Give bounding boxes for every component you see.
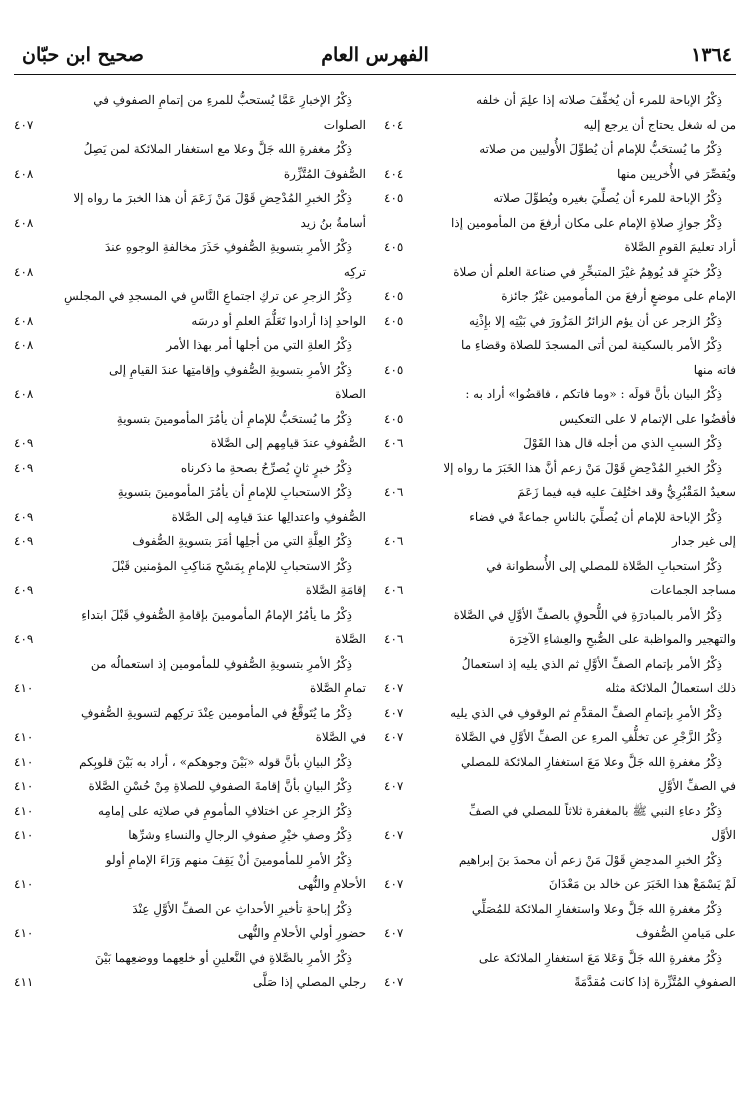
entry-line: ذِكْرُ الإخبارِ عَمَّا يُستحبُّ للمرءِ من إتمامِ الصفوفِ في xyxy=(93,93,352,107)
entry-line: الصُّفوفَ المُتَّزِّرة xyxy=(283,166,366,181)
entry-text xyxy=(62,358,366,407)
entry-text xyxy=(432,456,736,505)
index-entry xyxy=(384,946,736,995)
book-title: صحيح ابن حبّان xyxy=(22,44,144,66)
index-entry xyxy=(14,235,366,284)
entry-page-number: ٤١١ xyxy=(14,975,34,989)
index-entry xyxy=(384,848,736,897)
entry-page-number: ٤٠٧ xyxy=(384,681,404,695)
entry-line: الأحلامِ والنُّهى xyxy=(298,877,366,891)
index-entry xyxy=(384,652,736,701)
entry-page-number: ٤٠٥ xyxy=(384,191,404,205)
entry-text xyxy=(432,505,736,554)
entry-page-number: ٤٠٧ xyxy=(384,828,404,842)
entry-line: ذِكْرُ مغفرةِ الله جَلَّ وعلا مَعَ استغفارِ الملائكة للمصلي xyxy=(461,754,722,769)
entry-text xyxy=(62,897,366,946)
entry-page-number: ٤٠٩ xyxy=(14,436,34,450)
entry-page-number: ٤٠٨ xyxy=(14,215,34,230)
entry-page-number: ٤٠٥ xyxy=(384,240,404,254)
index-entry xyxy=(384,750,736,799)
entry-line: حضورِ أولي الأحلامِ والنُّهى xyxy=(237,926,366,940)
entry-text xyxy=(62,333,366,358)
entry-text xyxy=(432,309,736,334)
entry-line: ذِكْرُ البيانِ بأنَّ قوله «بَيْنَ وجوهكم» ، أراد به بَيْنَ قلوبِكم xyxy=(79,754,352,769)
entry-line: لَمْ يَسْمَعْ هذا الخَبَرَ عن خالد بن مَعْدَانَ xyxy=(548,877,736,891)
entry-line: ذِكْرُ السببِ الذي من أجله قال هذا القَوْلَ xyxy=(523,436,722,450)
entry-text xyxy=(432,333,736,382)
entry-line: الصفوفِ المُتَّزِّرة إذا كانت مُقدَّمَةً xyxy=(574,975,736,989)
entry-line: ذِكْرُ الإباحة للمرء أن يُخفِّفَ صلاته إذا علِمَ أن خلفه xyxy=(476,93,722,107)
index-entry xyxy=(14,456,366,481)
index-entry xyxy=(14,750,366,775)
entry-page-number: ٤٠٩ xyxy=(14,632,34,646)
index-entry xyxy=(14,358,366,407)
entry-line: الصَّلاة xyxy=(335,632,366,646)
index-entry xyxy=(384,701,736,726)
entry-page-number: ٤٠٨ xyxy=(14,338,34,352)
entry-page-number: ٤٠٦ xyxy=(384,534,404,548)
entry-page-number: ٤٠٤ xyxy=(384,166,404,181)
entry-line: الأوَّل xyxy=(711,828,736,842)
entry-line: ذِكْرُ ما يُتَوقَّعُ في المأمومين عِنْدَ تركِهم لتسويةِ الصُّفوفِ xyxy=(80,705,352,720)
entry-text xyxy=(62,823,366,848)
index-entry xyxy=(384,897,736,946)
index-entry xyxy=(384,431,736,456)
entry-line: الصُّفوفِ عندَ قيامِهم إلى الصَّلاة xyxy=(210,436,366,450)
index-entry xyxy=(14,799,366,824)
entry-text xyxy=(432,701,736,726)
entry-text xyxy=(62,652,366,701)
entry-text xyxy=(432,725,736,750)
entry-page-number: ٤١٠ xyxy=(14,877,34,891)
entry-text xyxy=(62,848,366,897)
entry-text xyxy=(62,137,366,186)
page-title: الفهرس العام xyxy=(321,44,429,66)
entry-page-number: ٤٠٩ xyxy=(14,509,34,524)
entry-line: ذِكْرُ الأمرِ بالصَّلاةِ في النَّعلينِ أو خلعِهما ووضعِهما بَيْنَ xyxy=(94,950,352,965)
entry-line: ذِكْرُ الأمرِ بتسويةِ الصُّفوفِ حَذَرَ مخالفةِ الوجوهِ عندَ xyxy=(104,240,352,254)
entry-line: ذِكْرُ ما يُستحَبُّ للإمامِ أن يأمُرَ المأمومينَ بتسويةِ xyxy=(116,411,352,426)
entry-line: ذِكْرُ ما يأمُرُ الإمامُ المأمومينَ بإقامةِ الصُّفوفِ قَبْلَ ابتداءِ xyxy=(81,607,352,622)
index-entry xyxy=(384,603,736,652)
index-entry xyxy=(384,505,736,554)
entry-page-number: ٤١٠ xyxy=(14,754,34,769)
entry-page-number: ٤٠٧ xyxy=(384,975,404,989)
entry-page-number: ٤٠٤ xyxy=(384,117,404,132)
index-columns xyxy=(14,88,736,1102)
entry-text xyxy=(62,946,366,995)
entry-page-number: ٤٠٧ xyxy=(384,779,404,793)
entry-text xyxy=(62,284,366,333)
index-entry xyxy=(14,333,366,358)
entry-line: في الصفِّ الأوَّلِ xyxy=(658,779,736,793)
entry-text xyxy=(62,407,366,456)
index-entry xyxy=(384,137,736,186)
index-entry xyxy=(14,823,366,848)
entry-page-number: ٤١٠ xyxy=(14,779,34,793)
entry-page-number: ٤٠٦ xyxy=(384,436,404,450)
left-column xyxy=(14,88,366,995)
entry-page-number: ٤٠٨ xyxy=(14,264,34,279)
index-entry xyxy=(14,529,366,554)
entry-page-number: ٤٠٨ xyxy=(14,166,34,181)
entry-text xyxy=(432,897,736,946)
entry-line: ذِكْرُ الإباحة للمرء أن يُصلِّيَ بغيره ويُطوِّلَ صلاته xyxy=(493,191,722,205)
index-entry xyxy=(384,260,736,309)
index-entry xyxy=(14,186,366,235)
entry-page-number: ٤١٠ xyxy=(14,730,34,744)
entry-line: ذِكْرُ الخبرِ المُدْحِضِ قَوْلَ مَنْ زَعَمَ أن هذا الخبرَ ما رواه إلا xyxy=(73,191,352,205)
entry-line: ذِكْرُ الزَّجْرِ عن تخلُّفِ المرءِ عن الصفِّ الأوَّلِ في الصَّلاة xyxy=(454,730,722,744)
index-entry xyxy=(14,554,366,603)
entry-line: الإمام على موضعٍ أرفعَ من المأمومين غيْرُ جائزة xyxy=(501,289,736,303)
entry-line: ذِكْرُ الزجر عن أن يؤم الزائرُ المَزُورَ في بَيْتِه إلا بإِذْنِه xyxy=(469,313,722,328)
entry-line: في الصَّلاة xyxy=(315,730,366,744)
entry-line: ذِكْرُ الزجرِ عن اختلافِ المأمومِ في صلاتِه على إمامِه xyxy=(97,803,352,818)
entry-text xyxy=(62,774,366,799)
entry-line: الصُّفوفِ واعتدالِها عندَ قيامِه إلى الصَّلاة xyxy=(171,509,366,524)
entry-page-number: ٤٠٧ xyxy=(384,730,404,744)
entry-page-number: ٤٠٦ xyxy=(384,632,404,646)
entry-line: ذلك استعمالُ الملائكة مثله xyxy=(605,681,736,695)
page-number: ١٣٦٤ xyxy=(691,44,732,66)
entry-line: الواحدِ إذا أرادوا تَعَلُّمَ العلمِ أو درسَه xyxy=(191,313,366,328)
entry-page-number: ٤٠٩ xyxy=(14,534,34,548)
entry-line: ذِكْرُ الإباحة للإمام أن يُصلِّيَ بالناسِ جماعةً في فضاء xyxy=(469,509,722,524)
index-entry xyxy=(14,480,366,529)
entry-text xyxy=(432,554,736,603)
entry-line: ذِكْرُ الاستحبابِ للإمامِ بِمَسْحِ مَناكِبِ المؤمنين قَبْلَ xyxy=(111,558,352,573)
entry-line: ذِكْرُ الزجرِ عن تركِ اجتماعِ النَّاسِ في المسجدِ في المجلسِ xyxy=(64,289,352,303)
index-entry xyxy=(14,137,366,186)
entry-text xyxy=(432,848,736,897)
entry-text xyxy=(62,235,366,284)
entry-line: من له شغل يحتاج أن يرجع إليه xyxy=(583,117,736,132)
entry-line: ذِكْرُ العِلَّةِ التي من أجلِها أمَرَ بتسويةِ الصُّفوف xyxy=(132,534,352,548)
entry-text xyxy=(432,186,736,211)
entry-page-number: ٤٠٥ xyxy=(384,362,404,377)
entry-line: فأقضُوا على الإتمام لا على التعكيس xyxy=(559,411,736,426)
entry-line: ويُقصِّرَ في الأُخريين منها xyxy=(617,166,736,181)
index-entry xyxy=(14,946,366,995)
entry-line: ذِكْرُ الخبرِ المدحِضِ قَوْلَ مَنْ زعم أن محمدَ بنَ إبراهيم xyxy=(458,852,722,867)
index-entry xyxy=(14,774,366,799)
entry-text xyxy=(432,431,736,456)
entry-line: ذِكْرُ مغفرةِ الله جَلَّ وعلا واستغفارِ الملائكة للمُصَلِّي xyxy=(471,901,722,916)
entry-line: ذِكْرُ البيانِ بأنَّ إقامةَ الصفوفِ للصلاةِ مِنْ حُسْنِ الصَّلاة xyxy=(88,779,352,793)
entry-line: الصلاة xyxy=(335,387,366,401)
entry-line: ذِكْرُ الخبرِ المُدْحِضِ قَوْلَ مَنْ زعم أنَّ هذا الخَبَرَ ما رواه إلا xyxy=(443,460,722,475)
entry-line: ذِكْرُ العلةِ التي من أجلها أمر بهذا الأمر xyxy=(166,338,352,352)
index-entry xyxy=(14,603,366,652)
entry-text xyxy=(62,456,366,481)
entry-page-number: ٤٠٧ xyxy=(384,877,404,891)
entry-line: ذِكْرُ الأمرِ للمأمومينَ أنْ يَقِفَ منهم وَرَاءَ الإمامِ أولو xyxy=(105,852,352,867)
entry-text xyxy=(62,799,366,824)
entry-line: ذِكْرُ ما يُستحَبُّ للإمام أن يُطوِّلَ الأُوليين من صلاته xyxy=(479,142,722,156)
entry-line: ذِكْرُ الأمرِ بتسويةِ الصُّفوفِ وإقامتِها عندَ القيامِ إلى xyxy=(109,362,352,377)
entry-line: تركِه xyxy=(343,264,366,279)
entry-text xyxy=(432,260,736,309)
entry-text xyxy=(62,480,366,529)
entry-page-number: ٤١٠ xyxy=(14,681,34,695)
entry-page-number: ٤٠٦ xyxy=(384,485,404,499)
entry-line: ذِكْرُ جوازِ صلاةِ الإمام على مكان أرفعَ من المأمومين إذا xyxy=(451,215,722,230)
entry-page-number: ٤١٠ xyxy=(14,828,34,842)
index-entry xyxy=(14,652,366,701)
index-entry xyxy=(384,211,736,260)
entry-line: ذِكْرُ إباحةِ تأخيرِ الأحداثِ عن الصفِّ الأوَّلِ عِنْدَ xyxy=(132,901,352,916)
index-entry xyxy=(384,456,736,505)
entry-line: فاته منها xyxy=(693,362,736,377)
entry-line: ذِكْرُ الأمر بالسكينة لمن أتى المسجدَ للصلاة وقضاءِ ما xyxy=(461,338,722,352)
entry-page-number: ٤٠٧ xyxy=(384,705,404,720)
entry-text xyxy=(432,211,736,260)
entry-line: الصلوات xyxy=(323,117,366,132)
entry-page-number: ٤٠٨ xyxy=(14,387,34,401)
entry-line: تمامِ الصَّلاة xyxy=(309,681,366,695)
entry-text xyxy=(432,88,736,137)
entry-text xyxy=(432,750,736,799)
index-entry xyxy=(384,725,736,750)
entry-page-number: ٤٠٧ xyxy=(384,926,404,940)
entry-text xyxy=(432,382,736,431)
entry-text xyxy=(62,701,366,750)
index-entry xyxy=(384,554,736,603)
entry-line: ذِكْرُ مغفرةِ الله جَلَّ وعلا مع استغفار الملائكة لمن يَصِلُ xyxy=(83,142,352,156)
entry-page-number: ٤٠٩ xyxy=(14,583,34,597)
entry-line: ذِكْرُ وصفِ خيْرِ صفوفِ الرجالِ والنساءِ وشرِّها xyxy=(128,828,352,842)
entry-text xyxy=(62,186,366,235)
entry-page-number: ٤٠٧ xyxy=(14,117,34,132)
entry-text xyxy=(62,88,366,137)
entry-line: أراد تعليمَ القومِ الصَّلاة xyxy=(624,240,736,254)
entry-page-number: ٤٠٩ xyxy=(14,460,34,475)
entry-line: رجلي المصلي إذا صَلَّى xyxy=(252,975,366,989)
entry-line: إقامَةِ الصَّلاة xyxy=(305,583,366,597)
entry-page-number: ٤٠٥ xyxy=(384,313,404,328)
entry-text xyxy=(62,750,366,775)
entry-line: مساجد الجماعات xyxy=(650,583,736,597)
index-entry xyxy=(384,382,736,431)
entry-line: ذِكْرُ خبرٍ ثانٍ يُصرِّحُ بصحةِ ما ذكرناه xyxy=(180,460,352,475)
page-header xyxy=(14,34,736,75)
index-entry xyxy=(384,186,736,211)
entry-text xyxy=(432,946,736,995)
entry-line: إلى غير جدار xyxy=(672,534,736,548)
index-entry xyxy=(14,88,366,137)
right-column xyxy=(384,88,736,995)
entry-line: ذِكْرُ الأمرِ بتسويةِ الصُّفوفِ للمأمومين إذ استعمالُه من xyxy=(90,656,352,671)
entry-page-number: ٤١٠ xyxy=(14,803,34,818)
index-entry xyxy=(384,309,736,334)
entry-line: ذِكْرُ الأمر بإتمام الصفِّ الأوَّلِ ثم الذي يليه إذ استعمالُ xyxy=(461,656,722,671)
entry-line: على مَيامنِ الصُّفوف xyxy=(635,926,736,940)
entry-line: ذِكْرُ البيان بأنَّ قولَه : «وما فاتكم ، فاقضُوا» أراد به : xyxy=(465,387,722,401)
entry-line: ذِكْرُ خبَرٍ قد يُوهِمُ غيْرَ المتبحِّرِ في صناعة العلم أن صلاة xyxy=(453,264,722,279)
entry-line: سعيدٌ المَقْبُرِيُّ وقد اختُلِفَ عليه فيه فيما زَعَمَ xyxy=(517,485,736,499)
entry-text xyxy=(432,652,736,701)
index-entry xyxy=(384,799,736,848)
index-entry xyxy=(14,284,366,333)
entry-line: ذِكْرُ استحبابِ الصَّلاة للمصلي إلى الأُسطوانة في xyxy=(486,558,722,573)
index-entry xyxy=(384,333,736,382)
index-entry xyxy=(14,407,366,456)
index-entry xyxy=(14,848,366,897)
entry-line: والتهجير والمواظبة على الصُّبحِ والعِشاءِ الآخِرَة xyxy=(509,632,736,646)
entry-text xyxy=(432,799,736,848)
entry-page-number: ٤٠٥ xyxy=(384,411,404,426)
entry-page-number: ٤٠٥ xyxy=(384,289,404,303)
entry-line: ذِكْرُ الأمر بالمبادرَةِ في اللُّحوقِ بالصفِّ الأوَّلِ في الصَّلاة xyxy=(453,607,722,622)
index-entry xyxy=(14,897,366,946)
entry-line: أسامةُ بنُ زيد xyxy=(300,215,366,230)
entry-line: ذِكْرُ مغفرةِ الله جَلَّ وَعَلا مَعَ استغفارِ الملائكة على xyxy=(478,950,722,965)
entry-page-number: ٤٠٨ xyxy=(14,313,34,328)
entry-line: ذِكْرُ الأمرِ بإتمامِ الصفِّ المقدَّمِ ثم الوقوفِ في الذي يليه xyxy=(450,705,722,720)
index-entry xyxy=(14,701,366,750)
entry-text xyxy=(62,603,366,652)
entry-page-number: ٤٠٦ xyxy=(384,583,404,597)
entry-line: ذِكْرُ الاستحبابِ للإمامِ أن يأمُرَ المأمومينَ بتسويةِ xyxy=(117,485,352,499)
entry-text xyxy=(432,603,736,652)
entry-text xyxy=(62,529,366,554)
entry-page-number: ٤١٠ xyxy=(14,926,34,940)
entry-text xyxy=(62,554,366,603)
entry-line: ذِكْرُ دعاءِ النبي ﷺ بالمغفرة ثلاثاً للمصلي في الصفِّ xyxy=(468,803,722,818)
entry-text xyxy=(432,137,736,186)
index-entry xyxy=(384,88,736,137)
